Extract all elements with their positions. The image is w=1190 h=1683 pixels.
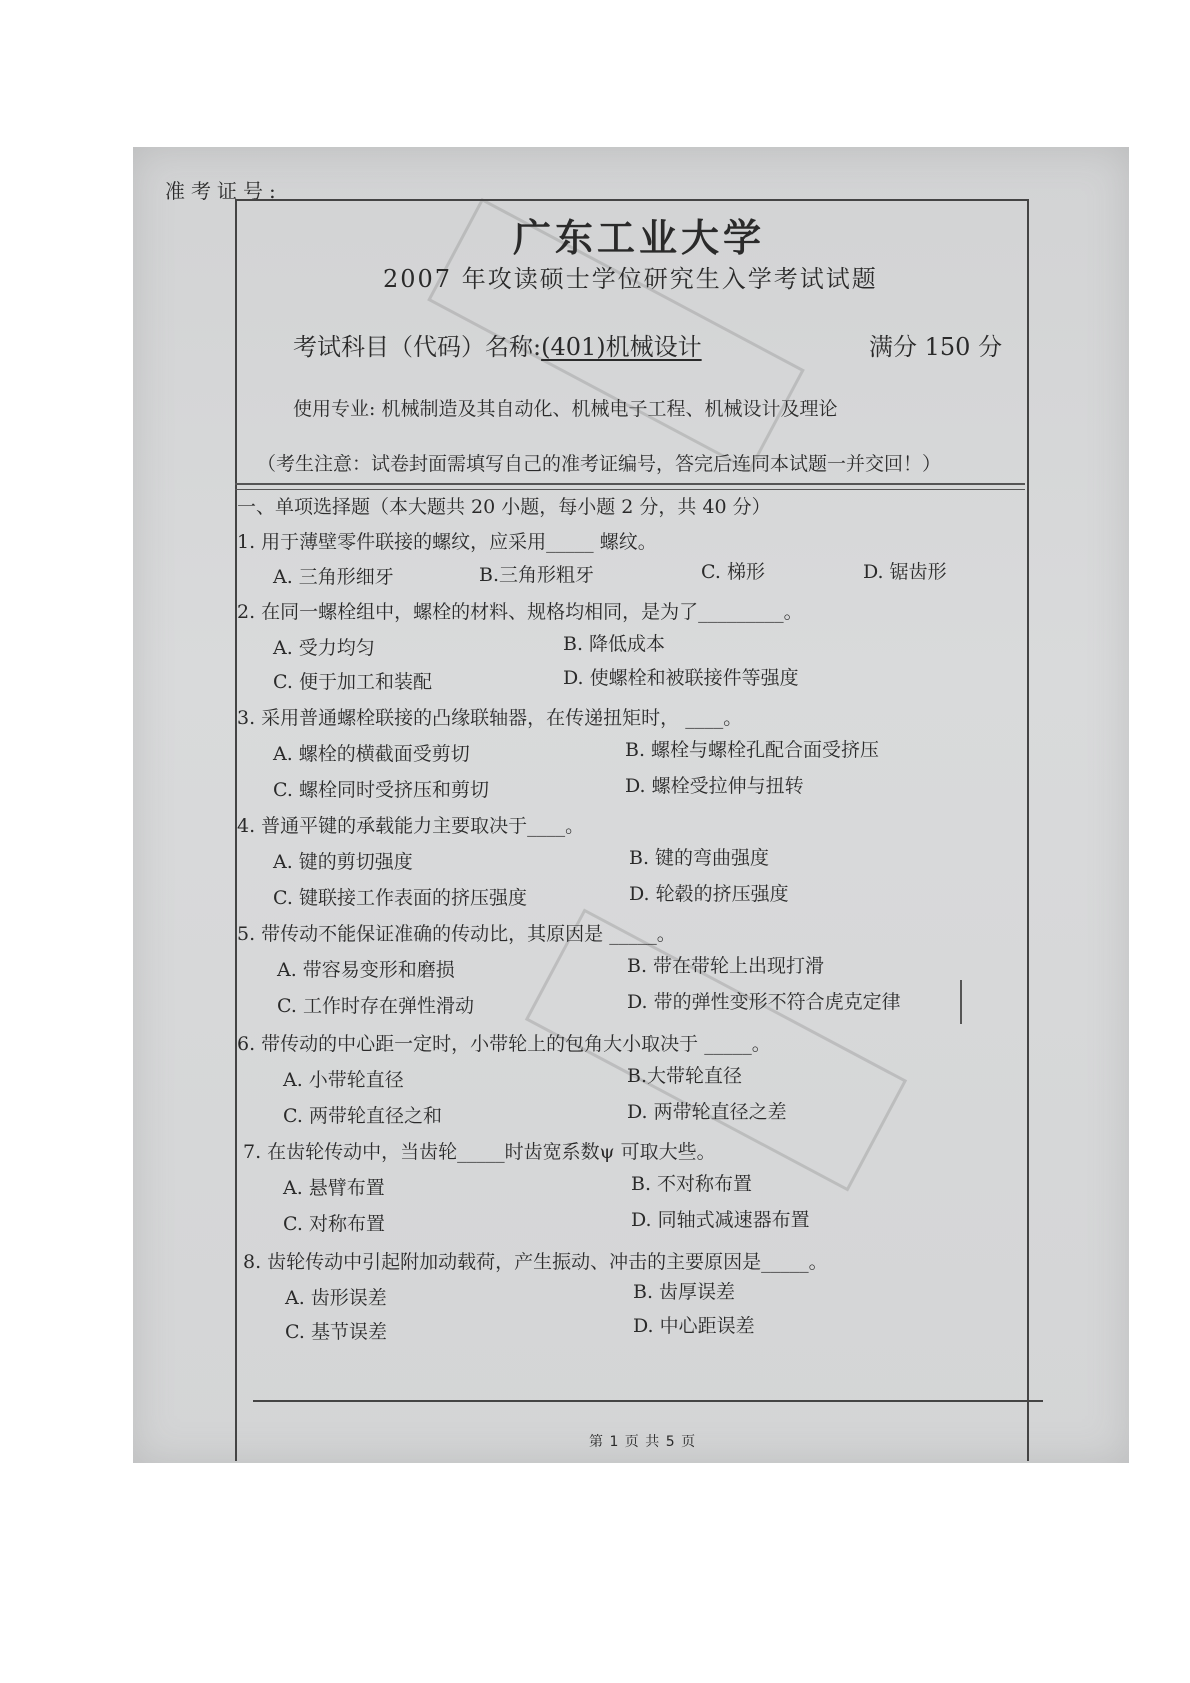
option: B. 不对称布置: [631, 1173, 753, 1195]
question-stem: 5. 带传动不能保证准确的传动比，其原因是 _____。: [237, 923, 676, 945]
option: B. 带在带轮上出现打滑: [627, 955, 825, 977]
question-frame-bottom: [253, 1400, 1043, 1402]
question-stem: 2. 在同一螺栓组中，螺栓的材料、规格均相同，是为了_________。: [237, 601, 803, 623]
question-stem: 7. 在齿轮传动中，当齿轮_____时齿宽系数ψ 可取大些。: [243, 1141, 716, 1163]
exam-title: 2007 年攻读硕士学位研究生入学考试试题: [383, 265, 878, 293]
exam-paper: [133, 147, 1129, 1463]
option: B. 降低成本: [563, 633, 666, 655]
option: D. 两带轮直径之差: [627, 1101, 787, 1123]
option: B. 齿厚误差: [633, 1281, 736, 1303]
option: A. 键的剪切强度: [273, 851, 413, 873]
question-stem: 6. 带传动的中心距一定时，小带轮上的包角大小取决于 _____。: [237, 1033, 771, 1055]
candidate-notice: （考生注意：试卷封面需填写自己的准考证编号，答完后连同本试题一并交回！）: [257, 453, 942, 475]
option: B. 螺栓与螺栓孔配合面受挤压: [625, 739, 880, 761]
header-divider-thin: [235, 489, 1025, 490]
margin-mark: [960, 980, 962, 1024]
option: D. 使螺栓和被联接件等强度: [563, 667, 799, 689]
header-divider: [235, 483, 1025, 485]
page-number: 第 1 页 共 5 页: [589, 1434, 697, 1450]
option: A. 小带轮直径: [283, 1069, 404, 1091]
option: D. 锯齿形: [863, 561, 947, 583]
option: C. 螺栓同时受挤压和剪切: [273, 779, 489, 801]
admit-ticket-label: 准考证号:: [165, 179, 282, 203]
question-stem: 4. 普通平键的承载能力主要取决于____。: [237, 815, 585, 837]
full-score: 满分 150 分: [869, 333, 1003, 361]
option: A. 齿形误差: [285, 1287, 387, 1309]
option: C. 键联接工作表面的挤压强度: [273, 887, 527, 909]
option: A. 三角形细牙: [273, 566, 394, 588]
option: C. 对称布置: [283, 1213, 385, 1235]
option: D. 轮毂的挤压强度: [629, 883, 789, 905]
option: C. 梯形: [701, 561, 765, 583]
option: D. 中心距误差: [633, 1315, 755, 1337]
option: B.大带轮直径: [627, 1065, 743, 1087]
option: A. 螺栓的横截面受剪切: [273, 743, 470, 765]
subject-name: (401)机械设计: [541, 333, 702, 361]
university-name: 广东工业大学: [513, 216, 766, 260]
option: B.三角形粗牙: [479, 564, 595, 586]
question-stem: 8. 齿轮传动中引起附加动载荷，产生振动、冲击的主要原因是_____。: [243, 1251, 828, 1273]
subject-line: [293, 327, 702, 362]
option: D. 同轴式减速器布置: [631, 1209, 810, 1231]
question-stem: 1. 用于薄壁零件联接的螺纹，应采用_____ 螺纹。: [237, 531, 657, 553]
option: A. 带容易变形和磨损: [277, 959, 455, 981]
applicable-majors: 使用专业: 机械制造及其自动化、机械电子工程、机械设计及理论: [293, 398, 838, 420]
section-title: 一、单项选择题（本大题共 20 小题，每小题 2 分，共 40 分）: [237, 496, 771, 518]
question-stem: 3. 采用普通螺栓联接的凸缘联轴器，在传递扭矩时， ____。: [237, 707, 743, 729]
option: B. 键的弯曲强度: [629, 847, 770, 869]
option: C. 便于加工和装配: [273, 671, 432, 693]
option: C. 两带轮直径之和: [283, 1105, 442, 1127]
option: D. 螺栓受拉伸与扭转: [625, 775, 804, 797]
option: C. 工作时存在弹性滑动: [277, 995, 474, 1017]
option: C. 基节误差: [285, 1321, 387, 1343]
option: D. 带的弹性变形不符合虎克定律: [627, 991, 901, 1013]
option: A. 悬臂布置: [283, 1177, 385, 1199]
subject-label: 考试科目（代码）名称:: [293, 333, 542, 361]
option: A. 受力均匀: [273, 637, 375, 659]
